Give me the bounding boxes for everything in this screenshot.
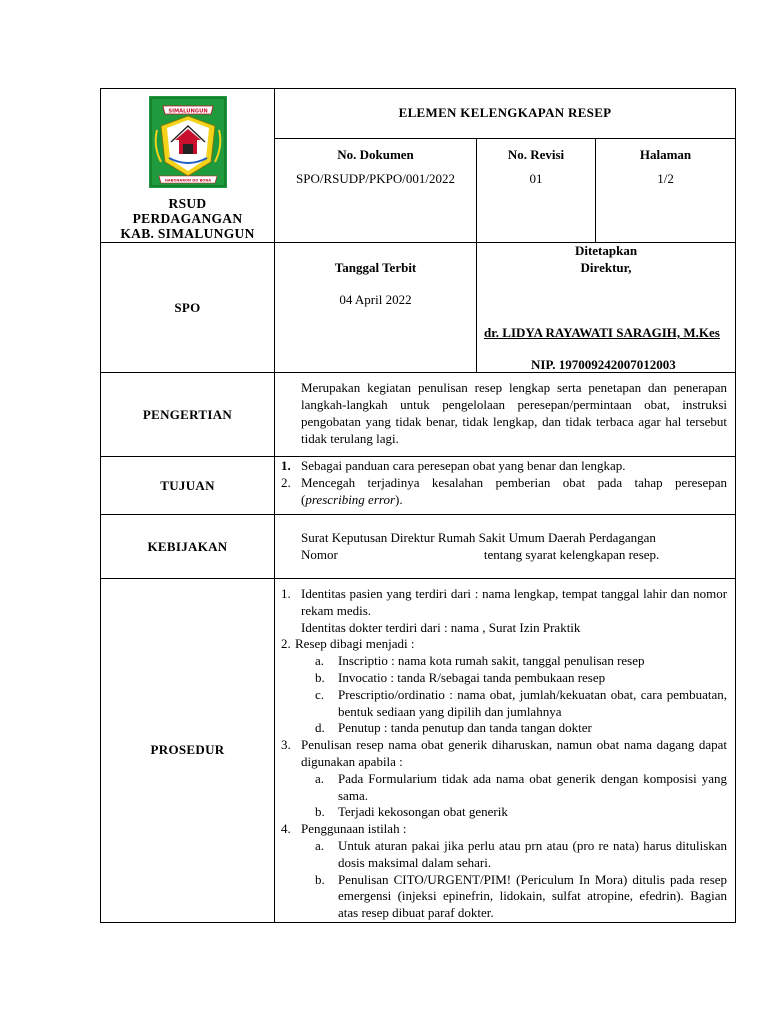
doc-number-cell [275,139,477,243]
issue-date-label: Tanggal Terbit [334,260,417,275]
page-label: Halaman [639,147,692,162]
prosedur-item-2b: b. Invocatio : tanda R/sebagai tanda pembukaan resep [315,669,606,685]
approval-cell [477,243,736,373]
org-name-line-1: RSUD [168,196,207,211]
prosedur-item-4a: a. Untuk aturan pakai jika perlu atau prn atau (pro re nata) harus dituliskan dosis maksimal dalam sehari. [315,837,728,870]
director-nip: NIP. 197009242007012003 [531,357,676,372]
approval-director-label: Direktur, [580,260,632,275]
simalungun-logo [149,96,227,188]
tujuan-item-2: 2. Mencegah terjadinya kesalahan pemberian obat pada tahap peresepan (prescribing error). [281,474,728,507]
prescribing-error-term: prescribing error [305,491,396,507]
kebijakan-line-2: Nomor tentang syarat kelengkapan resep. [301,547,660,562]
prosedur-item-4: 4. Penggunaan istilah : [281,821,407,837]
issue-date-value: 04 April 2022 [339,292,412,307]
prosedur-item-2d: d. Penutup : tanda penutup dan tanda tangan dokter [315,720,592,736]
prosedur-item-2a: a. Inscriptio : nama kota rumah sakit, tanggal penulisan resep [315,653,645,669]
doc-number-label: No. Dokumen [337,147,414,162]
org-name [101,196,274,241]
revision-cell [477,139,596,243]
prosedur-item-4b: b. Penulisan CITO/URGENT/PIM! (Periculum In Mora) ditulis pada resep emergensi (injeksi epinefrin, lidokain, sulfat atropine, efedrin). Bagian atas resep dibuat paraf dokter. [315,871,728,921]
spo-label: SPO [101,243,275,373]
kebijakan-content [275,515,736,579]
revision-value: 01 [529,171,543,186]
prosedur-item-1b: Identitas dokter terdiri dari : nama , Surat Izin Praktik [301,619,581,635]
document-title: ELEMEN KELENGKAPAN RESEP [275,89,736,139]
kebijakan-label: KEBIJAKAN [101,515,275,579]
emblem-icon [149,96,227,188]
pengertian-text: Merupakan kegiatan penulisan resep lengkap serta penetapan dan penerapan langkah-langkah untuk pengelolaan peresepan/permintaan obat, instruksi pengobatan yang tidak benar, tidak lengkap, dan tidak terbaca agar hal tersebut tidak terulang lagi. [301,380,728,446]
revision-label: No. Revisi [507,147,565,162]
doc-number-value: SPO/RSUDP/PKPO/001/2022 [296,171,455,186]
prosedur-item-2c: c. Prescriptio/ordinatio : nama obat, jumlah/kekuatan obat, cara pembuatan, bentuk sediaan yang dipilih dan jumlahnya [315,686,728,719]
prosedur-item-1: 1. Identitas pasien yang terdiri dari : nama lengkap, tempat tanggal lahir dan nomor rekam medis. [281,586,728,618]
approval-set-label: Ditetapkan [574,243,638,258]
pengertian-label: PENGERTIAN [101,373,275,457]
tujuan-content [275,457,736,515]
prosedur-item-3a: a. Pada Formularium tidak ada nama obat generik dengan komposisi yang sama. [315,770,728,803]
org-name-line-3: KAB. SIMALUNGUN [120,226,255,241]
logo-motto-text: HABONARON DO BONA [164,178,211,183]
director-name: dr. LIDYA RAYAWATI SARAGIH, M.Kes [484,325,720,340]
tujuan-item-1: 1. Sebagai panduan cara peresepan obat yang benar dan lengkap. [281,458,626,473]
prosedur-item-3b: b. Terjadi kekosongan obat generik [315,804,508,820]
issue-date-cell [275,243,477,373]
logo-cell [101,89,275,243]
prosedur-content [275,579,736,923]
prosedur-item-3: 3. Penulisan resep nama obat generik diharuskan, namun obat nama dagang dapat digunakan apabila : [281,737,728,769]
prosedur-item-2: 2. Resep dibagi menjadi : [281,636,415,652]
page-value: 1/2 [657,171,674,186]
prosedur-label: PROSEDUR [101,579,275,923]
org-name-line-2: PERDAGANGAN [132,211,243,226]
tujuan-label: TUJUAN [101,457,275,515]
kebijakan-line-1: Surat Keputusan Direktur Rumah Sakit Umum Daerah Perdagangan [301,530,656,545]
spo-table [100,88,736,923]
pengertian-content [275,373,736,457]
logo-banner-text: SIMALUNGUN [167,108,208,115]
page-cell [596,139,736,243]
